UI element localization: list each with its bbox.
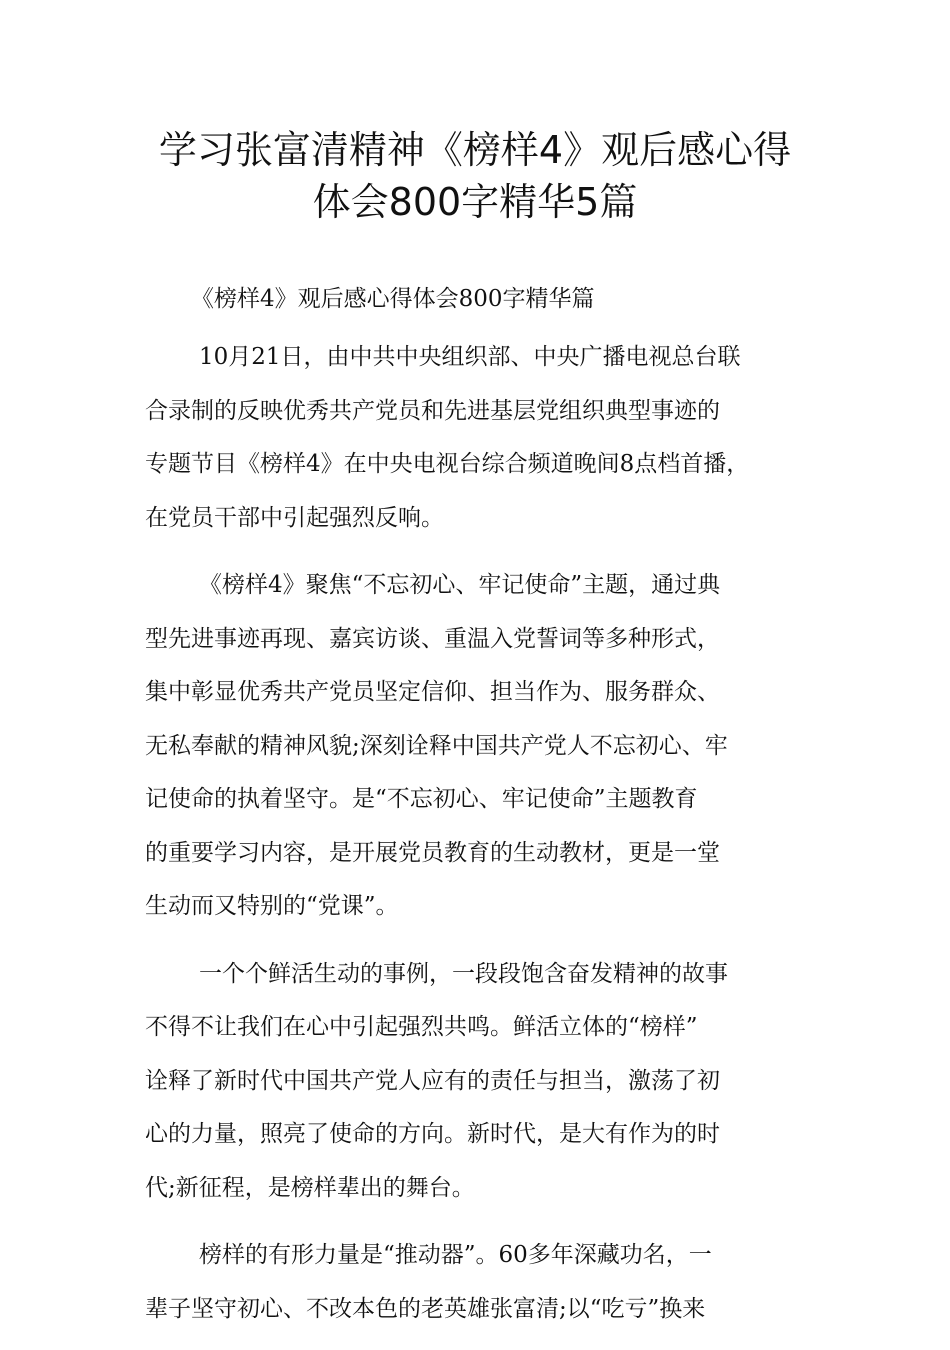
paragraph-line: 生动而又特别的“党课”。 [145, 893, 399, 919]
paragraph-line: 心的力量，照亮了使命的方向。新时代，是大有作为的时 [145, 1121, 720, 1147]
document-title-line-1: 学习张富清精神《榜样4》观后感心得 [158, 128, 792, 172]
paragraph-line: 《榜样4》聚焦“不忘初心、牢记使命”主题，通过典 [199, 572, 721, 598]
paragraph-line: 记使命的执着坚守。是“不忘初心、牢记使命”主题教育 [145, 786, 698, 812]
paragraph-line: 10月21日，由中共中央组织部、中央广播电视总台联 [199, 344, 741, 370]
paragraph-line: 合录制的反映优秀共产党员和先进基层党组织典型事迹的 [145, 397, 720, 424]
paragraph-line: 型先进事迹再现、嘉宾访谈、重温入党誓词等多种形式， [145, 625, 720, 652]
document-body [145, 280, 815, 1350]
paragraph-line: 不得不让我们在心中引起强烈共鸣。鲜活立体的“榜样” [145, 1014, 698, 1040]
paragraph-line: 榜样的有形力量是“推动器”。60多年深藏功名，一 [199, 1242, 712, 1268]
paragraph-line: 在党员干部中引起强烈反响。 [145, 504, 444, 531]
paragraph-2 [145, 559, 815, 934]
document-title-line-2: 体会800字精华5篇 [312, 180, 638, 224]
paragraph-line: 诠释了新时代中国共产党人应有的责任与担当，激荡了初 [145, 1067, 720, 1094]
paragraph-1 [145, 331, 815, 545]
paragraph-line: 的重要学习内容，是开展党员教育的生动教材，更是一堂 [145, 839, 720, 866]
paragraph-line: 专题节目《榜样4》在中央电视台综合频道晚间8点档首播， [145, 451, 750, 477]
paragraph-3 [145, 948, 815, 1216]
paragraph-line: 无私奉献的精神风貌;深刻诠释中国共产党人不忘初心、牢 [145, 732, 728, 759]
paragraph-line: 一个个鲜活生动的事例，一段段饱含奋发精神的故事 [199, 960, 728, 987]
paragraph-line: 辈子坚守初心、不改本色的老英雄张富清;以“吃亏”换来 [145, 1295, 706, 1322]
section-subheading: 《榜样4》观后感心得体会800字精华篇 [191, 286, 595, 312]
paragraph-line: 代;新征程，是榜样辈出的舞台。 [145, 1174, 475, 1201]
paragraph-line: 集中彰显优秀共产党员坚定信仰、担当作为、服务群众、 [145, 679, 720, 705]
document-title [120, 124, 830, 228]
paragraph-4 [145, 1229, 815, 1336]
